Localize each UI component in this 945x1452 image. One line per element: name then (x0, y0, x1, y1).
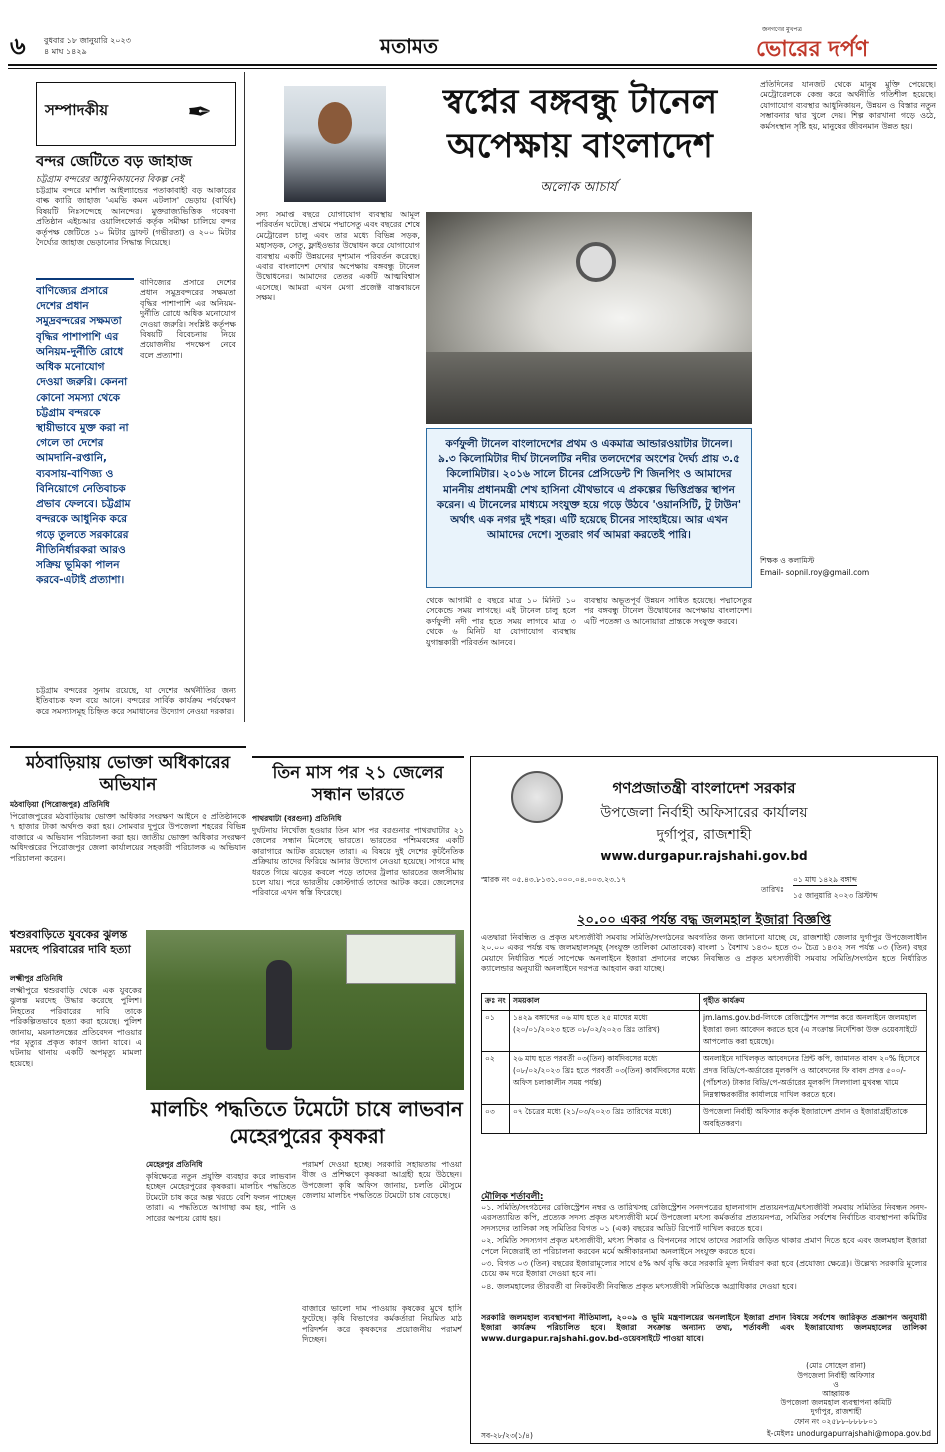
notice-table-wrap (481, 993, 927, 1134)
masthead-logo: ভোরের দর্পণ (756, 36, 869, 62)
notice-website[interactable]: www.durgapur.rajshahi.gov.bd (600, 849, 808, 863)
notice-email[interactable]: ই-মেইলঃ unodurgapurrajshahi@mopa.gov.bd (766, 1429, 931, 1438)
notice-box (470, 756, 938, 1444)
condition-item: ০১. সমিতি/সংগঠনের রেজিস্ট্রেশন নম্বর ও তারিখসহ রেজিস্ট্রেশন সনদপত্রের হালনাগাদ প্রত্যয়নপত্র/মৎস্যজীবী সমবায় সমিতির নিবন্ধন সনদ-এরসত্যায়িত কপি, প্রত্যেক সদস্য প্রকৃত মৎস্যজীবী মর্মে উপজেলা মৎস্য কর্মকর্তার প্রত্যয়নপত্র, সমিতির সর্বশেষ নির্বাচিত ব্যবস্থাপনা কমিটির সদস্যদের তালিকা সহ সমিতির বিগত ০১ (এক) বছরের অডিট রিপোর্ট দাখিল করতে হবে। (481, 1203, 927, 1233)
editorial-pullquote: বাণিজ্যের প্রসারে দেশের প্রধান সমুদ্রবন্দরের সক্ষমতা বৃদ্ধির পাশাপাশি এর অনিয়ম-দুর্নীতি রোধে অধিক মনোযোগ দেওয়া জরুরি। কেননা কোনো সমস্যা থেকে চট্টগ্রাম বন্দরকে স্থায়ীভাবে মুক্ত করা না গেলে তা দেশের আমদানি-রপ্তানি, ব্যবসায়-বাণিজ্য ও বিনিয়োগে নেতিবাচক প্রভাব ফেলবে। চট্টগ্রাম বন্দরকে আধুনিক করে গড়ে তুলতে সরকারের নীতিনির্ধারকরা আরও সক্রিয় ভূমিকা পালন করবে-এটাই প্রত্যাশা। (36, 278, 134, 678)
mulching-dateline: মেহেরপুর প্রতিনিধি (146, 1160, 203, 1169)
editorial-body-1: চট্টগ্রাম বন্দরে মার্শাল আইল্যান্ডের পতাকাবাহী বড় আকারের বাল্ক ক্যারি জাহাজ 'এমভি কমন এটলাস' ভেড়ায় (বার্থিং) বিষয়টি নিঃসন্দেহে আনন্দের। মুক্তরাজ্যভিত্তিক গবেষণা প্রতিষ্ঠান এইচআর ওয়ালিংফোর্ড কর্তৃক সমীক্ষা চালিয়ে বন্দর কর্তৃপক্ষ জেটিতে ১০ মিটার ড্রাফট (গভীরতা) ও ২০০ মিটার দৈর্ঘ্যের জাহাজ ভেড়ানোর সিদ্ধান্ত দিয়েছে। (36, 186, 236, 247)
row-action: jm.lams.gov.bd-লিংকে রেজিস্ট্রেশন সম্পন্ন করে অনলাইনে জলমহাল ইজারা জন্য আবেদন করতে হবে (এ সংক্রান্ত নির্দেশিকা উক্ত ওয়েবসাইটে আপলোড করা হয়েছে)। (700, 1011, 927, 1052)
notice-phone: ফোন নং ০২৫৮৮-৮৮৮৮০১ (794, 1417, 878, 1426)
tunnel-caption: কর্ণফুলী টানেল বাংলাদেশের প্রথম ও একমাত্র আন্ডারওয়াটার টানেল। ৯.৩ কিলোমিটার দীর্ঘ টানেলটির নদীর তলদেশের অংশের দৈর্ঘ্য প্রায় ৩.৫ কিলোমিটার। ২০১৬ সালে চীনের প্রেসিডেন্ট শি জিনপিং ও আমাদের মাননীয় প্রধানমন্ত্রী শেখ হাসিনা যৌথভাবে এ প্রকল্পের ভিত্তিপ্রস্তর স্থাপন করেন। এ টানেলের মাধ্যমে সংযুক্ত হয়ে গড়ে উঠবে 'ওয়ানসিটি, টু টাউন' অর্থাৎ এক নগর দুই শহর। এটি হয়েছে চীনের সাংহাইয়ে। আর এখন আমাদের দেশে। সুতরাং গর্ব আমরা করতেই পারি। (436, 438, 742, 542)
notice-date-bn: ০১ মাঘ ১৪২৯ বঙ্গাব্দ (793, 875, 857, 886)
bhokta-rule (10, 746, 246, 748)
tunnel-right-col: প্রতিদিনের যানজট থেকে মানুষ মুক্তি পেয়েছে। মেট্রোরেলকে কেন্দ্র করে অর্থনীতি গতিশীল হয়েছে। যোগাযোগ ব্যবস্থার আধুনিকায়ন, উন্নয়ন ও বিস্তার নতুন সম্ভাবনার দ্বার খুলে দেয়। শিল্প কারখানা গড়ে ওঠে, কর্মসংস্থান সৃষ্টি হয়, মানুষের জীবনমান উন্নত হয়। (760, 80, 936, 131)
notice-title: ২০.০০ একর পর্যন্ত বদ্ধ জলমহাল ইজারা বিজ্ঞপ্তি (577, 913, 831, 928)
shoshur-headline: শ্বশুরবাড়িতে যুবকের ঝুলন্ত মরদেহ পরিবারের দাবি হত্যা (10, 928, 131, 956)
header-rule (8, 64, 937, 66)
row-period: ০৭ চৈত্রের মধ্যে (২১/০৩/২০২৩ খ্রিঃ তারিখের মধ্যে) (510, 1105, 700, 1134)
tunnel-email: Email- sopnil.roy@gmail.com (760, 568, 870, 577)
page-number: ৬ (10, 32, 26, 60)
section-title: মতামত (380, 34, 439, 58)
mulching-col-1: কৃষিক্ষেত্রে নতুন প্রযুক্তি ব্যবহার করে লাভবান হচ্ছেন মেহেরপুরের কৃষকরা। মালচিং পদ্ধতিতে টমেটো চাষ করে অল্প খরচে বেশি ফলন পাচ্ছেন তারা। এ পদ্ধতিতে আগাছা কম হয়, পানি ও সারের অপচয় রোধ হয়। (146, 1172, 296, 1223)
bhokta-dateline: মঠবাড়িয়া (পিরোজপুর) প্রতিনিধি (10, 800, 110, 809)
table-row (482, 1011, 927, 1052)
shoshur-body: লক্ষ্মীপুরে শ্বশুরবাড়ি থেকে এক যুবকের ঝুলন্ত মরদেহ উদ্ধার করেছে পুলিশ। নিহতের পরিবারের দাবি তাকে পরিকল্পিতভাবে হত্যা করা হয়েছে। পুলিশ জানায়, ময়নাতদন্তের প্রতিবেদন পাওয়ার পর মৃত্যুর প্রকৃত কারণ জানা যাবে। এ ঘটনায় থানায় একটি অপমৃত্যু মামলা হয়েছে। (10, 986, 142, 1068)
bharat-headline: তিন মাস পর ২১ জেলের সন্ধান ভারতে (272, 763, 444, 806)
notice-intro: এতদ্বারা নিবন্ধিত ও প্রকৃত মৎস্যজীবী সমবায় সমিতি/সংগঠনের অবগতির জন্য জানানো যাচ্ছে যে, রাজশাহী জেলার দুর্গাপুর উপজেলাধীন ২০.০০ একর পর্যন্ত বদ্ধ জলমহালসমূহ (সংযুক্ত তালিকা মোতাবেক) বাংলা ১ বৈশাখ ১৪৩০ হতে ৩০ চৈত্র ১৪৩২ সন পর্যন্ত ০৩ (তিন) বছর মেয়াদে নির্ধারিত শর্তে সাপেক্ষে অনলাইনে ইজারা প্রদানের লক্ষ্যে নিবন্ধিত ও প্রকৃত মৎস্যজীবী সমবায় সমিতি/সংগঠন হতে নির্ধারিত ক্যালেন্ডার অনুযায়ী অনলাইনে দরপত্র আহবান করা যাচ্ছে। (481, 933, 927, 974)
notice-conditions-title: মৌলিক শর্তাবলী: (481, 1192, 544, 1202)
tunnel-photo (426, 212, 752, 424)
notice-th-action: গৃহীত কার্যক্রম (700, 994, 927, 1011)
tunnel-col-1: সদ্য সমাপ্ত বছরে যোগাযোগ ব্যবস্থায় আমূল পরিবর্তন ঘটেছে। প্রথমে পদ্মাসেতু এবং বছরের শেষে মেট্রোরেল চালু এবং তার মধ্যে বিভিন্ন সড়ক, মহাসড়ক, সেতু, ফ্লাইওভার উদ্বোধন করে যোগাযোগ ব্যবস্থায় একটি উন্নয়নের দৃশ্যমান পরিবর্তন করেছে। এবার বাংলাদেশ দেখার অপেক্ষায় বঙ্গবন্ধু টানেল উদ্বোধনের। আমাদের তেতর একটি আত্মবিশ্বাস এসেছে। আমরা এখন মেগা প্রজেক্ট বাস্তবায়নে সক্ষম। (256, 210, 420, 303)
author-face (318, 102, 352, 144)
bhokta-body: পিরোজপুরের মঠবাড়িয়ায় ভোক্তা অধিকার সংরক্ষণ আইনে ৫ প্রতিষ্ঠানকে ৭ হাজার টাকা অর্থদণ্ড করা হয়। সোমবার দুপুরে উপজেলা শহরের বিভিন্ন বাজারে এ অভিযান পরিচালনা করা হয়। জাতীয় ভোক্তা অধিকার সংরক্ষণ অধিদপ্তরের পিরোজপুর জেলা কার্যালয়ের সহকারী পরিচালক এ অভিযান পরিচালনা করেন। (10, 812, 246, 863)
notice-table-header (482, 994, 927, 1011)
signer-title-1: উপজেলা নির্বাহী অফিসার (797, 1371, 875, 1380)
mulching-photo (146, 930, 464, 1090)
mulching-headline: মালচিং পদ্ধতিতে টমেটো চাষে লাভবান মেহেরপুরের কৃষকরা (151, 1097, 463, 1148)
notice-org-3: দুর্গাপুর, রাজশাহী (656, 827, 752, 843)
condition-item: ০৪. জলমহালের তীরবর্তী বা নিকটবর্তী নিবন্ধিত প্রকৃত মৎস্যজীবী সমিতিকে অগ্রাধিকার দেওয়া হবে। (481, 1281, 797, 1291)
signer-place: দুর্গাপুর, রাজশাহী (810, 1407, 862, 1416)
bharat-dateline: পাথরঘাটা (বরগুনা) প্রতিনিধি (252, 814, 342, 823)
condition-item: ০৩. বিগত ০৩ (তিন) বছরের ইজারামূল্যের সাথে ৫% অর্থ বৃদ্ধি করে সরকারি মূল্য নির্ধারণ করা হবে (প্রযোজ্য ক্ষেত্রে)। উল্লেখ্য সরকারি মূল্যের চেয়ে কম দরে ইজারা দেওয়া হবে না। (481, 1258, 927, 1279)
row-no: ০২ (482, 1052, 510, 1105)
mulching-col-3: বাজারে ভালো দাম পাওয়ায় কৃষকের মুখে হাসি ফুটেছে। কৃষি বিভাগের কর্মকর্তারা নিয়মিত মাঠ পরিদর্শন করে কৃষকদের প্রয়োজনীয় পরামর্শ দিচ্ছেন। (302, 1304, 462, 1345)
header-date-2: ৪ মাঘ ১৪২৯ (44, 47, 87, 56)
notice-date-label: তারিখঃ (761, 885, 784, 894)
notice-table (481, 993, 927, 1134)
notice-closing: সরকারি জলমহাল ব্যবস্থাপনা নীতিমালা, ২০০৯ ও ভূমি মন্ত্রণালয়ের অনলাইনে ইজারা প্রদান বিষয়ে সর্বশেষ জারিকৃত প্রজ্ঞাপন অনুযায়ী ইজারা কার্যক্রম পরিচালিত হবে। ইজারা সংক্রান্ত অন্যান্য তথ্য, শর্তাবলী এবং ইজারাযোগ্য জলমহালের তালিকা www.durgapur.rajshahi.gov.bd-ওয়েবসাইটে পাওয়া যাবে। (481, 1313, 927, 1343)
editorial-body-3: চট্টগ্রাম বন্দরের সুনাম রয়েছে, যা দেশের অর্থনীতির জন্য ইতিবাচক ফল বয়ে আনে। বন্দরের সার্বিক কার্যক্রম পর্যবেক্ষণ করে সমস্যাসমূহ চিহ্নিত করে সমাধানের উদ্যোগ নেওয়া দরকার। (36, 686, 236, 716)
tunnel-col-4: ব্যবস্থায় অভূতপূর্ব উন্নয়ন সাধিত হয়েছে। পদ্মাসেতুর পর বঙ্গবন্ধু টানেল উদ্বোধনের অপেক্ষায় বাংলাদেশ। এটি পতেঙ্গা ও আনোয়ারা প্রান্তকে সংযুক্ত করবে। (584, 596, 752, 626)
editorial-subhead: চট্টগ্রাম বন্দরের আধুনিকায়নের বিকল্প নেই (36, 175, 184, 185)
signer-title-4: উপজেলা জলমহাল ব্যবস্থাপনা কমিটি (780, 1398, 892, 1407)
editorial-headline: বন্দর জেটিতে বড় জাহাজ (36, 152, 193, 170)
tunnel-fan (576, 242, 616, 282)
header-rule-2 (8, 68, 937, 69)
shoshur-dateline: লক্ষ্মীপুর প্রতিনিধি (10, 974, 63, 983)
row-action: অনলাইনে দাখিলকৃত আবেদনের প্রিন্ট কপি, জামানত বাবদ ২০% হিসেবে প্রদত্ত বিডি/পে-অর্ডারের মূলকপি ও আবেদনের ফি বাবদ প্রদত্ত ৫০০/-(পাঁচশত) টাকার বিডি/পে-অর্ডারের মূলকপি সিলগালা মুখবন্ধ খামে নিম্নস্বাক্ষরকারীর কার্যালয়ে দাখিল করতে হবে। (700, 1052, 927, 1105)
signer-title-2: ও (833, 1380, 839, 1389)
bhokta-headline: মঠবাড়িয়ায় ভোক্তা অধিকারের অভিযান (25, 753, 231, 796)
tunnel-col-3: থেকে আগামী ৫ বছরে মাত্র ১০ মিনিট ১০ সেকেন্ডে সময় লাগছে। এই টানেল চালু হলে কর্ণফুলী নদী পার হতে সময় লাগবে মাত্র ৩ থেকে ৬ মিনিট যা যোগাযোগ ব্যবস্থায় যুগান্তকারী পরিবর্তন আনবে। (426, 596, 576, 647)
row-action: উপজেলা নির্বাহী অফিসার কর্তৃক ইজারাদেশ প্রদান ও ইজারাগ্রহীতাকে অবহিতকরণ। (700, 1105, 927, 1134)
mulching-farmer (266, 960, 292, 1050)
tunnel-author-footer: শিক্ষক ও কলামিস্ট (760, 556, 815, 565)
tunnel-byline: অলোক আচার্য (540, 180, 617, 195)
notice-th-period: সময়কাল (510, 994, 700, 1011)
tunnel-road (426, 352, 752, 424)
mulching-col-2: পরামর্শ দেওয়া হচ্ছে। সরকারি সহায়তায় পাওয়া বীজ ও প্রশিক্ষণে কৃষকরা আগ্রহী হয়ে উঠছেন। উপজেলা কৃষি অফিস জানায়, চলতি মৌসুমে জেলায় মালচিং পদ্ধতিতে টমেটো চাষ বেড়েছে। (302, 1160, 462, 1201)
notice-date-en: ১৫ জানুয়ারি ২০২৩ খ্রিস্টাব্দ (793, 891, 878, 900)
column-divider (244, 72, 245, 722)
author-photo (284, 86, 386, 202)
signer-title-3: আহ্বায়ক (822, 1389, 850, 1398)
header-date-1: বুধবার ১৮ জানুয়ারি ২০২৩ (44, 36, 131, 45)
notice-org-2: উপজেলা নির্বাহী অফিসারের কার্যালয় (600, 805, 808, 821)
bharat-body: দুর্ঘটনায় নিখোঁজ হওয়ার তিন মাস পর বরগুনার পাথরঘাটার ২১ জেলের সন্ধান মিলেছে ভারতে। ভারতের পশ্চিমবঙ্গের একটি কারাগারে আটক রয়েছেন তারা। এ বিষয়ে দুই দেশের কূটনৈতিক প্রক্রিয়ায় তাদের ফিরিয়ে আনার উদ্যোগ নেওয়া হয়েছে। সাগরে মাছ ধরতে গিয়ে ঝড়ের কবলে পড়ে তাদের ট্রলার ভারতের জলসীমায় চলে যায়। পরে ভারতীয় কোস্টগার্ড তাদের আটক করে। জেলেদের পরিবারে এখন স্বস্তি ফিরেছে। (252, 826, 464, 898)
notice-memo: স্মারক নং ০৫.৪৩.৮১৩১.০০০.০৪.০০৩.২৩.১৭ (481, 875, 626, 884)
editorial-kicker: সম্পাদকীয় (45, 101, 109, 119)
notice-footer-ref: সব-২৮/২৩(১/৪) (481, 1431, 533, 1440)
row-period: ২৬ মাঘ হতে পরবর্তী ০৩(তিন) কার্যদিবসের মধ্যে (০৮/০২/২০২৩ খ্রিঃ হতে পরবর্তী ০৩(তিন) কার্যদিবসের মধ্যে অফিস চলাকালীন সময় পর্যন্ত) (510, 1052, 700, 1105)
tunnel-caption-box (426, 428, 752, 588)
condition-item: ০২. সমিতি সদস্যগণ প্রকৃত মৎস্যজীবী, মৎস্য শিকার ও বিপননের সাথে তাদের সরাসরি জড়িত থাকার প্রমাণ দিতে হবে এবং জলমহাল ইজারা পেলে নিজেরাই তা পরিচালনা করবেন মর্মে অঙ্গীকারনামা অনলাইনে সংযুক্ত করতে হবে। (481, 1236, 927, 1256)
notice-org-1: গণপ্রজাতন্ত্রী বাংলাদেশ সরকার (612, 779, 796, 797)
table-row (482, 1105, 927, 1134)
table-row (482, 1052, 927, 1105)
notice-th-no: ক্রঃ নং (482, 994, 510, 1011)
tunnel-headline: স্বপ্নের বঙ্গবন্ধু টানেল অপেক্ষায় বাংলাদেশ (442, 82, 718, 167)
pen-icon: ✒ (187, 95, 213, 130)
tagline: জনগণের মুখপত্র (762, 26, 802, 33)
gov-seal (511, 771, 563, 823)
mulching-banner (346, 934, 456, 984)
editorial-kicker-box (36, 82, 236, 146)
bharat-rule (252, 756, 464, 758)
row-period: ১৪২৯ বঙ্গাব্দের ০৬ মাঘ হতে ২৫ মাঘের মধ্যে (২০/০১/২০২৩ হতে ০৮/০২/২০২৩ খ্রিঃ তারিখ) (510, 1011, 700, 1052)
editorial-body-2: বাণিজ্যের প্রসারে দেশের প্রধান সমুদ্রবন্দরের সক্ষমতা বৃদ্ধির পাশাপাশি এর অনিয়ম-দুর্নীতি রোধে অধিক মনোযোগ দেওয়া জরুরি। সংশ্লিষ্ট কর্তৃপক্ষ বিষয়টি বিবেচনায় নিয়ে প্রয়োজনীয় পদক্ষেপ নেবে বলে প্রত্যাশা। (140, 278, 236, 360)
signer-name: (মোঃ সোহেল রানা) (806, 1361, 866, 1370)
row-no: ০১ (482, 1011, 510, 1052)
row-no: ০৩ (482, 1105, 510, 1134)
